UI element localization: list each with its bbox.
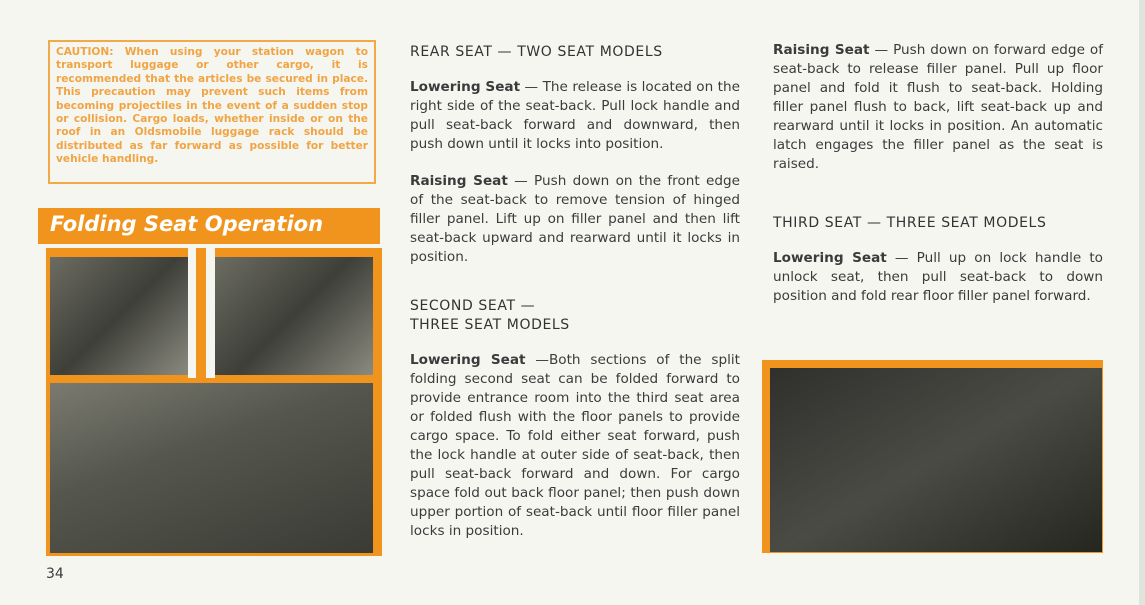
- lowering-text: —Both sections of the split folding second seat can be folded forward to provide entrance room into the third seat area or folded flush with the floor panels to provide cargo space. To fold either seat forward, push the lock handle at outer side of seat-back, then pull seat-back forward and down. For cargo space fold out back floor panel; then push down upper portion of seat-back until floor filler panel locks in position.: [410, 352, 740, 539]
- page-edge: [1139, 0, 1145, 605]
- raising-text: — Push down on forward edge of seat-back to release filler panel. Pull up floor panel and fold it flush to seat-back. Holding filler panel flush to back, lift seat-back up and rearward until it locks in position. An automatic latch engages the filler panel as the seat is raised.: [773, 42, 1103, 172]
- raising-text: — Push down on the front edge of the seat-back to remove tension of hinged filler panel. Lift up on filler panel and then lift seat-back upward and rearward until it locks in position.: [410, 173, 741, 265]
- photo-third-seat-handle: [770, 368, 1102, 552]
- lowering-text: — The release is located on the right side of the seat-back. Pull lock handle and pull seat-back forward and downward, then push down until it locks into position.: [410, 79, 740, 152]
- caution-box: CAUTION: When using your station wagon to transport luggage or other cargo, it is recommended that the articles be secured in place. This precaution may prevent such items from becoming projectiles in the event of a sudden stop or collision. Cargo loads, whether inside or on the roof in an Oldsmobile luggage rack should be distributed as far forward as possible for better vehicle handling.: [48, 40, 376, 184]
- lowering-label: Lowering Seat: [773, 250, 887, 266]
- photo-second-seat: [50, 383, 373, 553]
- page-number: 34: [46, 566, 64, 582]
- section-title: Folding Seat Operation: [50, 212, 324, 236]
- raising-label: Raising Seat: [773, 42, 870, 58]
- rear-seat-heading: REAR SEAT — TWO SEAT MODELS: [410, 44, 663, 60]
- third-seat-heading: THIRD SEAT — THREE SEAT MODELS: [773, 215, 1047, 231]
- photo-divider: [196, 248, 206, 378]
- photo-seat-release: [50, 257, 188, 375]
- lowering-label: Lowering Seat: [410, 352, 526, 368]
- photo-seat-folding: [215, 257, 373, 375]
- raising-label: Raising Seat: [410, 173, 508, 189]
- column-rear-seat: [410, 43, 740, 559]
- section-title-bar: [38, 208, 380, 244]
- second-seat-heading: SECOND SEAT — THREE SEAT MODELS: [410, 298, 570, 333]
- lowering-label: Lowering Seat: [410, 79, 521, 95]
- column-third-seat: [773, 41, 1103, 324]
- lowering-text: — Pull up on lock handle to unlock seat, then pull seat-back to down position and fold rear floor filler panel forward.: [773, 250, 1104, 304]
